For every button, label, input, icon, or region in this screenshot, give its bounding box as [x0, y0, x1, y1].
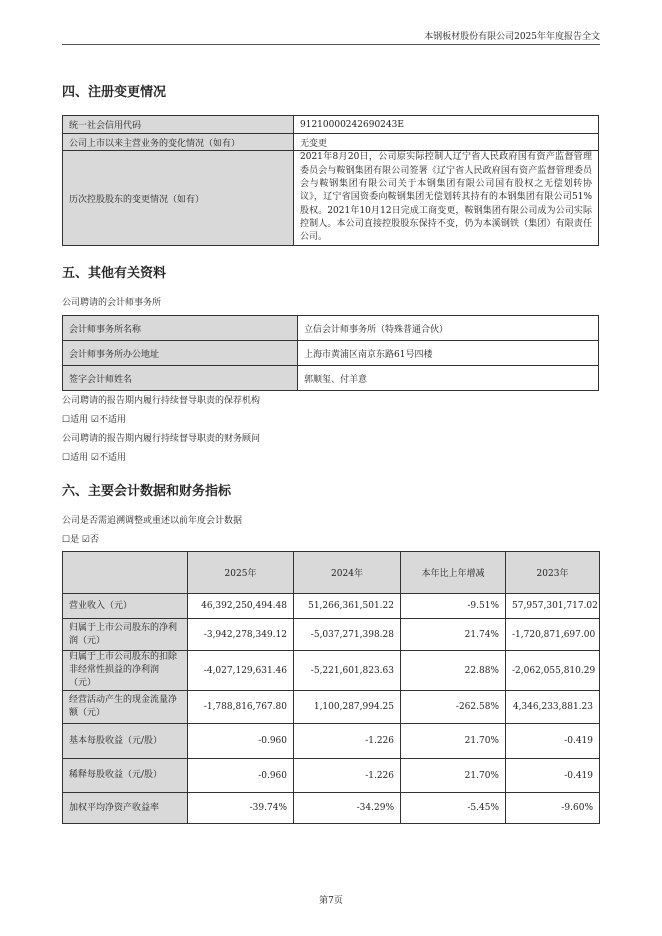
restatement-question: 公司是否需追溯调整或重述以前年度会计数据: [62, 516, 243, 526]
value-cell: 51,266,361,501.22: [294, 594, 401, 619]
value-cell: -9.60%: [506, 793, 600, 824]
value-cell: 46,392,250,494.48: [188, 594, 294, 619]
row-label: 归属于上市公司股东的净利润（元）: [63, 619, 188, 651]
value-cell: -1,788,816,767.80: [188, 691, 294, 724]
table-header-row: [63, 552, 600, 594]
table-row: [63, 134, 599, 151]
value-cell: -34.29%: [294, 793, 401, 824]
table-row: [63, 316, 599, 341]
value-cell: -5.45%: [401, 793, 506, 824]
row-label: 加权平均净资产收益率: [63, 793, 188, 824]
section-title-financials: 六、主要会计数据和财务指标: [62, 484, 232, 499]
value-cell: -2,062,055,810.29: [506, 651, 600, 691]
advisor-text: 公司聘请的报告期内履行持续督导职责的财务顾问: [62, 434, 261, 444]
row-label: 签字会计师姓名: [63, 366, 298, 391]
header-cell: 2023年: [506, 552, 600, 594]
value-cell: 22.88%: [401, 651, 506, 691]
row-label: 营业收入（元）: [63, 594, 188, 619]
table-row: [63, 151, 599, 246]
value-cell: -9.51%: [401, 594, 506, 619]
row-label: 基本每股收益（元/股）: [63, 724, 188, 759]
value-cell: 21.70%: [401, 759, 506, 793]
value-cell: -3,942,278,349.12: [188, 619, 294, 651]
value-cell: -5,037,271,398.28: [294, 619, 401, 651]
page-header: 本钢板材股份有限公司2025年年度报告全文: [424, 32, 600, 42]
section-title-other-info: 五、其他有关资料: [62, 266, 167, 281]
value-cell: 4,346,233,881.23: [506, 691, 600, 724]
value-cell: 21.74%: [401, 619, 506, 651]
financial-indicators-table: [62, 551, 600, 824]
row-label: 会计师事务所办公地址: [63, 341, 298, 366]
row-value: 上海市黄浦区南京东路61号四楼: [298, 341, 599, 366]
value-cell: -5,221,601,823.63: [294, 651, 401, 691]
table-row: [63, 619, 600, 651]
section-title-registration: 四、注册变更情况: [62, 85, 167, 100]
header-cell: 2024年: [294, 552, 401, 594]
value-cell: -4,027,129,631.46: [188, 651, 294, 691]
header-cell: 本年比上年增减: [401, 552, 506, 594]
value-cell: -1,720,871,697.00: [506, 619, 600, 651]
restatement-checkbox[interactable]: ☐是 ☑否: [62, 535, 99, 545]
row-value: 郭顺玺、付羊意: [298, 366, 599, 391]
header-cell: 2025年: [188, 552, 294, 594]
header-cell: [63, 552, 188, 594]
value-cell: -262.58%: [401, 691, 506, 724]
row-label: 会计师事务所名称: [63, 316, 298, 341]
row-value: 91210000242690243E: [294, 116, 599, 134]
value-cell: 1,100,287,994.25: [294, 691, 401, 724]
registration-table: [62, 115, 599, 246]
table-row: [63, 366, 599, 391]
value-cell: -1.226: [294, 724, 401, 759]
value-cell: -0.960: [188, 759, 294, 793]
advisor-checkbox[interactable]: ☐适用 ☑不适用: [62, 453, 126, 463]
table-row: [63, 691, 600, 724]
row-label: 归属于上市公司股东的扣除非经常性损益的净利润（元）: [63, 651, 188, 691]
auditor-intro: 公司聘请的会计师事务所: [62, 298, 162, 308]
value-cell: 21.70%: [401, 724, 506, 759]
table-row: [63, 594, 600, 619]
value-cell: -0.419: [506, 759, 600, 793]
header-divider: [62, 44, 600, 45]
row-label: 稀释每股收益（元/股）: [63, 759, 188, 793]
value-cell: -0.419: [506, 724, 600, 759]
table-row: [63, 724, 600, 759]
row-label: 经营活动产生的现金流量净额（元）: [63, 691, 188, 724]
table-row: [63, 116, 599, 134]
row-value: 2021年8月20日，公司原实际控制人辽宁省人民政府国有资产监督管理委员会与鞍钢集团有限公司签署《辽宁省人民政府国有资产监督管理委员会与鞍钢集团有限公司关于本钢集团有限公司国有股权之无偿划转协议》，辽宁省国资委向鞍钢集团无偿划转其持有的本钢集团有限公司51%股权。2021年10月12日完成工商变更，鞍钢集团有限公司成为公司实际控制人。本公司直接控股股东保持不变，仍为本溪钢铁（集团）有限责任公司。: [294, 151, 599, 246]
value-cell: 57,957,301,717.02: [506, 594, 600, 619]
table-row: [63, 651, 600, 691]
row-value: 无变更: [294, 134, 599, 151]
row-label: 公司上市以来主营业务的变化情况（如有）: [63, 134, 294, 151]
value-cell: -1.226: [294, 759, 401, 793]
table-row: [63, 793, 600, 824]
value-cell: -0.960: [188, 724, 294, 759]
page-number: 第7页: [319, 896, 343, 906]
sponsor-text: 公司聘请的报告期内履行持续督导职责的保荐机构: [62, 396, 261, 406]
auditor-table: [62, 315, 599, 391]
table-row: [63, 341, 599, 366]
value-cell: -39.74%: [188, 793, 294, 824]
row-label: 历次控股股东的变更情况（如有）: [63, 151, 294, 246]
table-row: [63, 759, 600, 793]
row-value: 立信会计师事务所（特殊普通合伙）: [298, 316, 599, 341]
row-label: 统一社会信用代码: [63, 116, 294, 134]
sponsor-checkbox[interactable]: ☐适用 ☑不适用: [62, 415, 126, 425]
